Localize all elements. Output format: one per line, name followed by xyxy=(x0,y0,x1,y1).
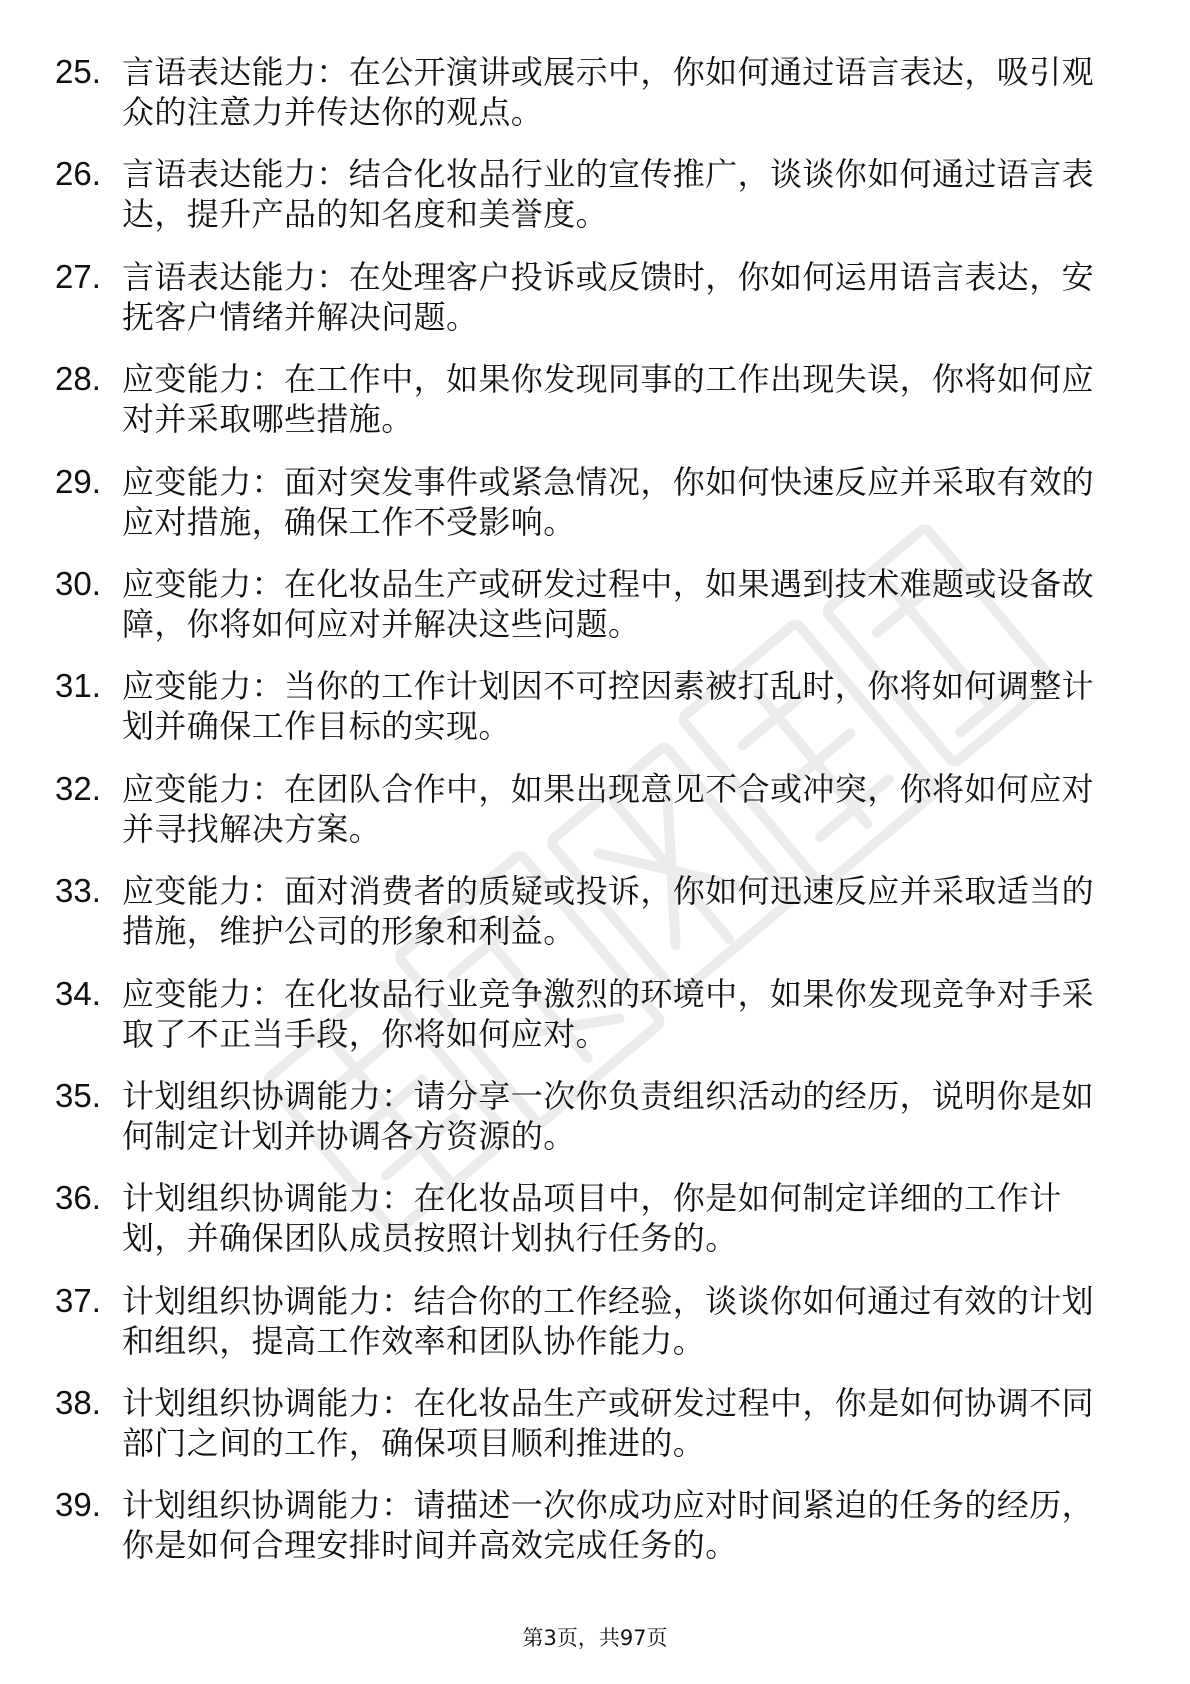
question-text: 应变能力：面对消费者的质疑或投诉，你如何迅速反应并采取适当的措施，维护公司的形象和利益。 xyxy=(122,872,1095,951)
question-text: 应变能力：当你的工作计划因不可控因素被打乱时，你将如何调整计划并确保工作目标的实现。 xyxy=(122,667,1095,746)
question-item xyxy=(0,1281,1190,1383)
question-item xyxy=(0,871,1190,973)
question-text: 言语表达能力：结合化妆品行业的宣传推广，谈谈你如何通过语言表达，提升产品的知名度和美誉度。 xyxy=(122,155,1095,234)
question-text: 计划组织协调能力：在化妆品项目中，你是如何制定详细的工作计划，并确保团队成员按照计划执行任务的。 xyxy=(122,1179,1062,1258)
page-footer xyxy=(0,1625,1190,1651)
question-item xyxy=(0,769,1190,871)
question-item xyxy=(0,564,1190,666)
question-number: 35. xyxy=(55,1076,101,1114)
question-number: 32. xyxy=(55,769,101,807)
question-number: 31. xyxy=(55,667,101,705)
question-item xyxy=(0,154,1190,256)
question-number: 29. xyxy=(55,462,101,500)
question-text: 应变能力：在化妆品生产或研发过程中，如果遇到技术难题或设备故障，你将如何应对并解决这些问题。 xyxy=(122,564,1095,643)
question-item xyxy=(0,1383,1190,1485)
question-text: 应变能力：面对突发事件或紧急情况，你如何快速反应并采取有效的应对措施，确保工作不受影响。 xyxy=(122,462,1095,541)
question-text: 计划组织协调能力：结合你的工作经验，谈谈你如何通过有效的计划和组织，提高工作效率和团队协作能力。 xyxy=(122,1281,1095,1360)
question-item xyxy=(0,1485,1190,1587)
question-item xyxy=(0,462,1190,564)
question-number: 27. xyxy=(55,257,101,295)
question-number: 25. xyxy=(55,53,101,90)
question-item xyxy=(0,359,1190,461)
question-number: 28. xyxy=(55,360,101,398)
question-item xyxy=(0,1178,1190,1280)
question-item xyxy=(0,1076,1190,1178)
question-number: 33. xyxy=(55,872,101,910)
question-text: 应变能力：在工作中，如果你发现同事的工作出现失误，你将如何应对并采取哪些措施。 xyxy=(122,360,1095,439)
question-number: 34. xyxy=(55,974,101,1012)
question-text: 计划组织协调能力：在化妆品生产或研发过程中，你是如何协调不同部门之间的工作，确保项目顺利推进的。 xyxy=(122,1384,1095,1463)
question-number: 38. xyxy=(55,1384,101,1422)
page-indicator: 第3页，共97页 xyxy=(522,1626,668,1650)
question-number: 37. xyxy=(55,1281,101,1319)
question-text: 应变能力：在团队合作中，如果出现意见不合或冲突，你将如何应对并寻找解决方案。 xyxy=(122,769,1095,848)
question-number: 36. xyxy=(55,1179,101,1217)
question-item xyxy=(0,52,1190,154)
question-number: 26. xyxy=(55,155,101,193)
question-text: 言语表达能力：在处理客户投诉或反馈时，你如何运用语言表达，安抚客户情绪并解决问题。 xyxy=(122,257,1095,336)
question-text: 言语表达能力：在公开演讲或展示中，你如何通过语言表达，吸引观众的注意力并传达你的观点。 xyxy=(122,53,1095,131)
question-item xyxy=(0,257,1190,359)
question-text: 计划组织协调能力：请分享一次你负责组织活动的经历，说明你是如何制定计划并协调各方资源的。 xyxy=(122,1076,1095,1155)
question-item xyxy=(0,974,1190,1076)
question-number: 39. xyxy=(55,1486,101,1524)
question-text: 应变能力：在化妆品行业竞争激烈的环境中，如果你发现竞争对手采取了不正当手段，你将如何应对。 xyxy=(122,974,1095,1053)
question-number: 30. xyxy=(55,564,101,602)
question-list xyxy=(0,52,1190,1588)
question-text: 计划组织协调能力：请描述一次你成功应对时间紧迫的任务的经历，你是如何合理安排时间并高效完成任务的。 xyxy=(122,1486,1095,1565)
question-item xyxy=(0,666,1190,768)
